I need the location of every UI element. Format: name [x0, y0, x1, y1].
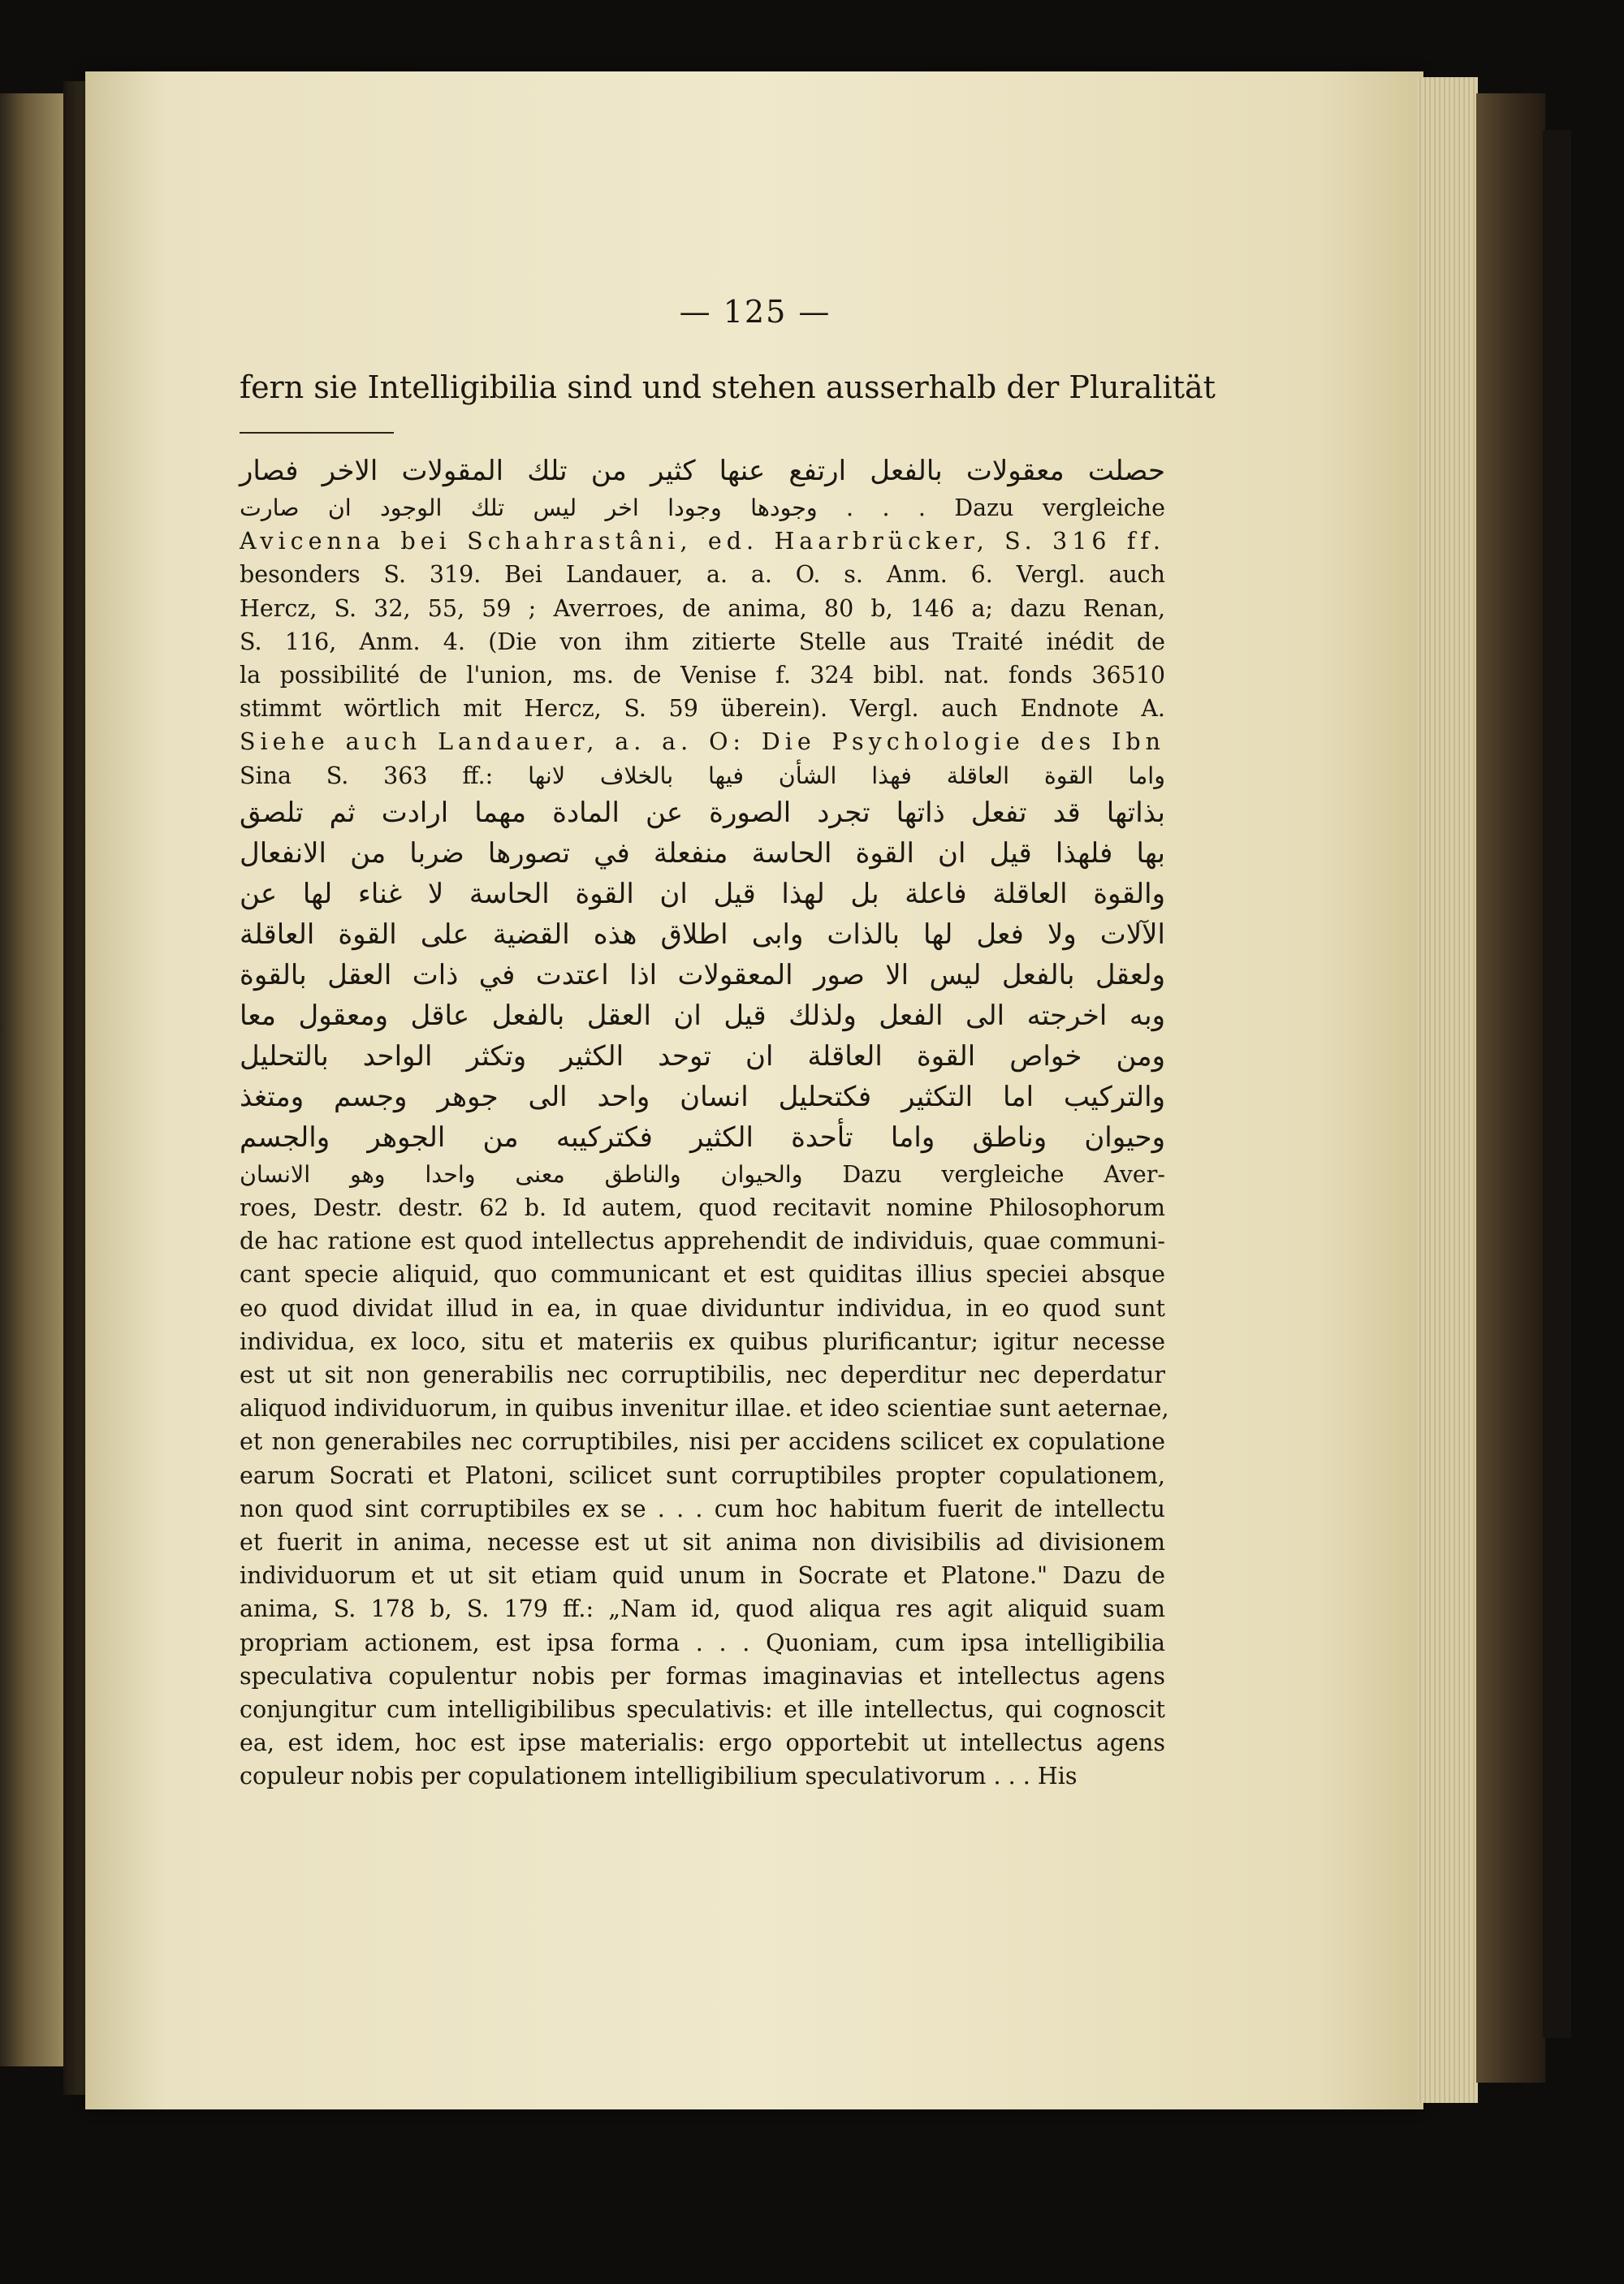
footnote-line: et fuerit in anima, necesse est ut sit anima non divisibilis ad divisionem — [240, 1529, 1165, 1556]
footnote-line: anima, S. 178 b, S. 179 ff.: „Nam id, quod aliqua res agit aliquid suam — [240, 1595, 1165, 1623]
footnote-line: cant specie aliquid, quo communicant et est quiditas illius speciei absque — [240, 1261, 1165, 1289]
book-gutter — [63, 81, 88, 2095]
footnote-line: بها فلهذا قيل ان القوة الحاسة منفعلة في تصورها ضربا من الانفعال — [240, 836, 1165, 870]
footnote-line: stimmt wörtlich mit Hercz, S. 59 überein). Vergl. auch Endnote A. — [240, 695, 1165, 723]
footnote-line: وجودها وجودا اخر ليس تلك الوجود ان صارت . . . Dazu vergleiche — [240, 494, 1165, 521]
footnote-line: ولعقل بالفعل ليس الا صور المعقولات اذا اعتدت في ذات العقل بالقوة — [240, 958, 1165, 991]
footnote-line: aliquod individuorum, in quibus invenitur illae. et ideo scientiae sunt aeternae, — [240, 1395, 1169, 1423]
book-cover-edge — [1476, 93, 1545, 2083]
footnote-line: Hercz, S. 32, 55, 59 ; Averroes, de anima, 80 b, 146 a; dazu Renan, — [240, 594, 1165, 622]
footnote-line: est ut sit non generabilis nec corruptibilis, nec deperditur nec deperdatur — [240, 1362, 1165, 1389]
footnote-line: والتركيب اما التكثير فكتحليل انسان واحد الى جوهر وجسم ومتغذ — [240, 1080, 1165, 1113]
footnote-line: earum Socrati et Platoni, scilicet sunt corruptibiles propter copulationem, — [240, 1462, 1165, 1489]
footnote-line: S. 116, Anm. 4. (Die von ihm zitierte Stelle aus Traité inédit de — [240, 628, 1165, 655]
footnote-line: Sina S. 363 ff.: واما القوة العاقلة فهذا الشأن فيها بالخلاف لانها — [240, 762, 1165, 789]
footnote-line: ومن خواص القوة العاقلة ان توحد الكثير وتكثر الواحد بالتحليل — [240, 1039, 1165, 1073]
footnote-line: Siehe auch Landauer, a. a. O: Die Psychologie des Ibn — [240, 728, 1165, 756]
footnote-line: والقوة العاقلة فاعلة بل لهذا قيل ان القوة الحاسة لا غناء لها عن — [240, 877, 1165, 910]
footnote-line: individua, ex loco, situ et materiis ex quibus plurificantur; igitur necesse — [240, 1328, 1165, 1355]
footnote-line: propriam actionem, est ipsa forma . . . Quoniam, cum ipsa intelligibilia — [240, 1629, 1165, 1656]
footnote-line: حصلت معقولات بالفعل ارتفع عنها كثير من تلك المقولات الاخر فصار — [240, 455, 1165, 487]
footnote-line: الآلات ولا فعل لها بالذات وابى اطلاق هذه القضية على القوة العاقلة — [240, 917, 1165, 951]
footnote-line: roes, Destr. destr. 62 b. Id autem, quod recitavit nomine Philosophorum — [240, 1194, 1165, 1222]
footnote-line: et non generabiles nec corruptibiles, nisi per accidens scilicet ex copulatione — [240, 1428, 1165, 1456]
footnote-line: والحيوان والناطق معنى واحدا وهو الانسان Dazu vergleiche Aver- — [240, 1160, 1165, 1188]
footnote-line: eo quod dividat illud in ea, in quae dividuntur individua, in eo quod sunt — [240, 1294, 1165, 1322]
page-number: — 125 — — [679, 294, 831, 330]
footnote-line: copuleur nobis per copulationem intelligibilium speculativorum . . . His — [240, 1763, 1078, 1790]
footnote-block — [240, 451, 1169, 1794]
footnote-line: la possibilité de l'union, ms. de Venise f. 324 bibl. nat. fonds 36510 — [240, 662, 1165, 689]
footnote-line: conjungitur cum intelligibilibus speculativis: et ille intellectus, qui cognoscit — [240, 1696, 1165, 1724]
footnote-line: besonders S. 319. Bei Landauer, a. a. O. s. Anm. 6. Vergl. auch — [240, 561, 1165, 589]
footnote-line: speculativa copulentur nobis per formas imaginavias et intellectus agens — [240, 1662, 1165, 1690]
left-page-edge — [0, 93, 65, 2066]
footnote-line: individuorum et ut sit etiam quid unum in Socrate et Platone." Dazu de — [240, 1562, 1165, 1590]
footnote-line: ea, est idem, hoc est ipse materialis: ergo opportebit ut intellectus agens — [240, 1729, 1165, 1757]
footnote-line: de hac ratione est quod intellectus apprehendit de individuis, quae communi- — [240, 1228, 1165, 1255]
main-text-line: fern sie Intelligibilia sind und stehen ausserhalb der Pluralität — [240, 369, 1216, 405]
footnote-rule — [240, 432, 394, 434]
footnote-line: Avicenna bei Schahrastâni, ed. Haarbrücker, S. 316 ff. — [240, 528, 1165, 555]
footnote-line: بذاتها قد تفعل ذاتها تجرد الصورة عن المادة مهما ارادت ثم تلصق — [240, 796, 1165, 829]
footnote-line: وبه اخرجته الى الفعل ولذلك قيل ان العقل بالفعل عاقل ومعقول معا — [240, 999, 1165, 1032]
page-stack-edge — [1417, 77, 1478, 2103]
book-cover-shadow — [1543, 130, 1571, 2038]
footnote-line: وحيوان وناطق واما تأحدة الكثير فكتركيبه من الجوهر والجسم — [240, 1120, 1165, 1154]
footnote-line: non quod sint corruptibiles ex se . . . cum hoc habitum fuerit de intellectu — [240, 1495, 1165, 1522]
